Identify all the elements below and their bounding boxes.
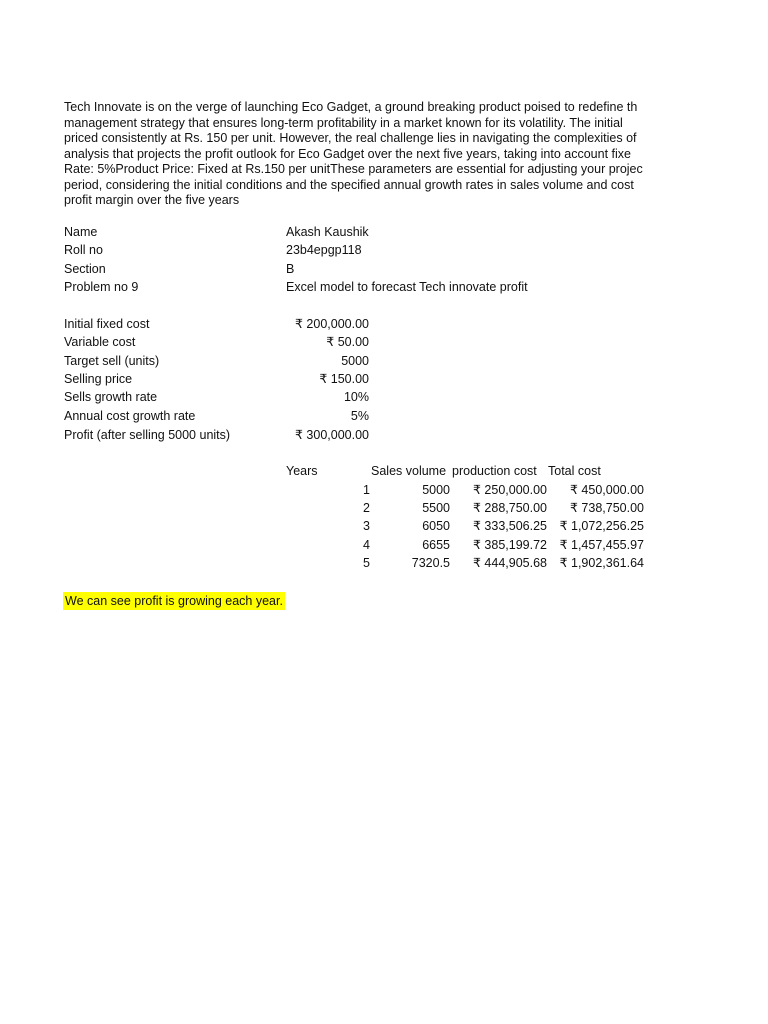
- param-value: ₹ 150.00: [319, 372, 369, 386]
- param-label: Sells growth rate: [64, 390, 158, 404]
- info-label-name: Name: [64, 225, 98, 239]
- table-cell-total: ₹ 1,457,455.97: [559, 538, 644, 552]
- table-cell-sales: 6655: [422, 538, 450, 552]
- table-cell-production: ₹ 288,750.00: [473, 501, 547, 515]
- table-cell-total: ₹ 1,902,361.64: [559, 556, 644, 570]
- param-label: Variable cost: [64, 335, 136, 349]
- info-label-problem: Problem no 9: [64, 280, 139, 294]
- info-value-section: B: [286, 262, 295, 276]
- intro-line: Tech Innovate is on the verge of launching Eco Gadget, a ground breaking product poised to redefine th: [64, 100, 638, 114]
- table-cell-production: ₹ 250,000.00: [473, 483, 547, 497]
- param-value: 5%: [350, 409, 369, 423]
- table-header-production: production cost: [452, 464, 537, 478]
- info-value-name: Akash Kaushik: [286, 225, 369, 239]
- info-value-problem: Excel model to forecast Tech innovate profit: [286, 280, 528, 294]
- param-value: 10%: [343, 390, 369, 404]
- param-label: Profit (after selling 5000 units): [64, 428, 231, 442]
- table-cell-year: 3: [363, 519, 370, 533]
- info-label-roll: Roll no: [64, 243, 103, 257]
- table-cell-year: 1: [363, 483, 370, 497]
- param-label: Annual cost growth rate: [64, 409, 196, 423]
- table-cell-year: 4: [363, 538, 370, 552]
- param-label: Selling price: [64, 372, 133, 386]
- param-label: Target sell (units): [64, 354, 160, 368]
- table-cell-sales: 5500: [422, 501, 450, 515]
- intro-line: period, considering the initial conditions and the specified annual growth rates in sales volume and cost: [64, 177, 634, 192]
- table-cell-production: ₹ 385,199.72: [473, 538, 547, 552]
- intro-line: Rate: 5%Product Price: Fixed at Rs.150 per unitThese parameters are essential for adjusting your projec: [64, 162, 643, 176]
- table-cell-sales: 5000: [422, 483, 450, 497]
- table-cell-year: 2: [363, 501, 370, 515]
- info-label-section: Section: [64, 262, 106, 276]
- param-value: ₹ 300,000.00: [295, 428, 369, 442]
- intro-line: analysis that projects the profit outlook for Eco Gadget over the next five years, taking into account fixe: [64, 146, 631, 161]
- info-value-roll: 23b4epgp118: [286, 243, 362, 257]
- table-cell-production: ₹ 444,905.68: [473, 556, 547, 570]
- conclusion-highlight: We can see profit is growing each year.: [65, 594, 283, 608]
- table-cell-total: ₹ 450,000.00: [570, 483, 644, 497]
- param-label: Initial fixed cost: [64, 317, 150, 331]
- intro-line: profit margin over the five years: [64, 193, 240, 207]
- param-value: 5000: [341, 354, 369, 368]
- param-value: ₹ 50.00: [326, 335, 369, 349]
- table-header-sales: Sales volume: [371, 464, 447, 478]
- table-header-years: Years: [286, 464, 318, 478]
- intro-line: management strategy that ensures long-term profitability in a market known for its volatility. The initial: [64, 115, 623, 130]
- table-cell-sales: 7320.5: [411, 556, 450, 570]
- table-cell-production: ₹ 333,506.25: [473, 519, 547, 533]
- table-cell-year: 5: [363, 556, 370, 570]
- table-header-total: Total cost: [548, 464, 601, 478]
- intro-line: priced consistently at Rs. 150 per unit. However, the real challenge lies in navigating the complexities of: [64, 131, 637, 145]
- param-value: ₹ 200,000.00: [295, 317, 369, 331]
- table-cell-sales: 6050: [422, 519, 450, 533]
- table-cell-total: ₹ 1,072,256.25: [559, 519, 644, 533]
- intro-paragraph: [64, 100, 646, 209]
- table-cell-total: ₹ 738,750.00: [570, 501, 644, 515]
